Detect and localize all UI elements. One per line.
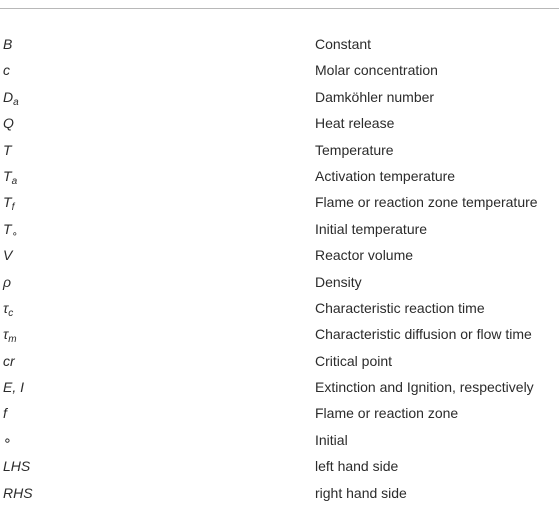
- symbol-cell: $T_a$: [3, 167, 18, 187]
- definition-cell: Initial: [315, 431, 348, 448]
- table-row: [0, 137, 559, 163]
- symbol-cell: $\tau_m$: [3, 326, 17, 346]
- definition-cell: Flame or reaction zone temperature: [315, 194, 538, 211]
- symbol-cell: $T_\circ$: [3, 220, 18, 240]
- symbol-cell: $T_f$: [3, 194, 15, 214]
- symbol-cell: c: [3, 62, 10, 79]
- table-row: [0, 189, 559, 215]
- table-row: [0, 110, 559, 136]
- symbol-cell: LHS: [3, 458, 31, 475]
- table-row: [0, 242, 559, 268]
- definition-cell: Heat release: [315, 115, 395, 132]
- definition-cell: Reactor volume: [315, 247, 414, 264]
- symbol-cell: $D_a$: [3, 88, 19, 108]
- definition-cell: Damköhler number: [315, 88, 435, 105]
- table-row: [0, 400, 559, 426]
- symbol-cell: $\tau_c$: [3, 299, 14, 319]
- symbol-cell: V: [3, 247, 13, 264]
- definition-cell: Temperature: [315, 141, 394, 158]
- table-row: [0, 84, 559, 110]
- definition-cell: Density: [315, 273, 362, 290]
- table-top-rule: [0, 8, 559, 9]
- symbol-cell: ρ: [3, 273, 12, 290]
- definition-cell: Extinction and Ignition, respectively: [315, 379, 534, 396]
- table-row: [0, 295, 559, 321]
- definition-cell: Flame or reaction zone: [315, 405, 459, 422]
- definition-cell: Characteristic diffusion or flow time: [315, 326, 532, 343]
- symbol-cell: E, I: [3, 379, 25, 396]
- table-row: [0, 163, 559, 189]
- symbol-cell: cr: [3, 352, 15, 369]
- symbol-cell: f: [3, 405, 7, 422]
- definition-cell: Critical point: [315, 352, 393, 369]
- definition-cell: Constant: [315, 36, 372, 52]
- table-row: [0, 321, 559, 347]
- table-row: [0, 453, 559, 479]
- definition-cell: Molar concentration: [315, 62, 438, 79]
- table-row: [0, 31, 559, 57]
- definition-cell: left hand side: [315, 458, 399, 475]
- definition-cell: Characteristic reaction time: [315, 299, 485, 316]
- symbol-cell: B: [3, 36, 13, 52]
- symbol-cell: Q: [3, 115, 14, 132]
- definition-cell: right hand side: [315, 484, 407, 501]
- symbol-cell: RHS: [3, 484, 33, 501]
- definition-cell: Activation temperature: [315, 167, 456, 184]
- table-row: [0, 348, 559, 374]
- definition-cell: Initial temperature: [315, 220, 428, 237]
- table-row: [0, 216, 559, 242]
- table-row: [0, 480, 559, 506]
- symbol-cell: T: [3, 141, 12, 158]
- table-row: [0, 427, 559, 453]
- symbol-cell: ∘: [3, 431, 12, 448]
- table-row: [0, 57, 559, 83]
- table-row: [0, 269, 559, 295]
- table-row: [0, 374, 559, 400]
- nomenclature-table: [0, 31, 559, 506]
